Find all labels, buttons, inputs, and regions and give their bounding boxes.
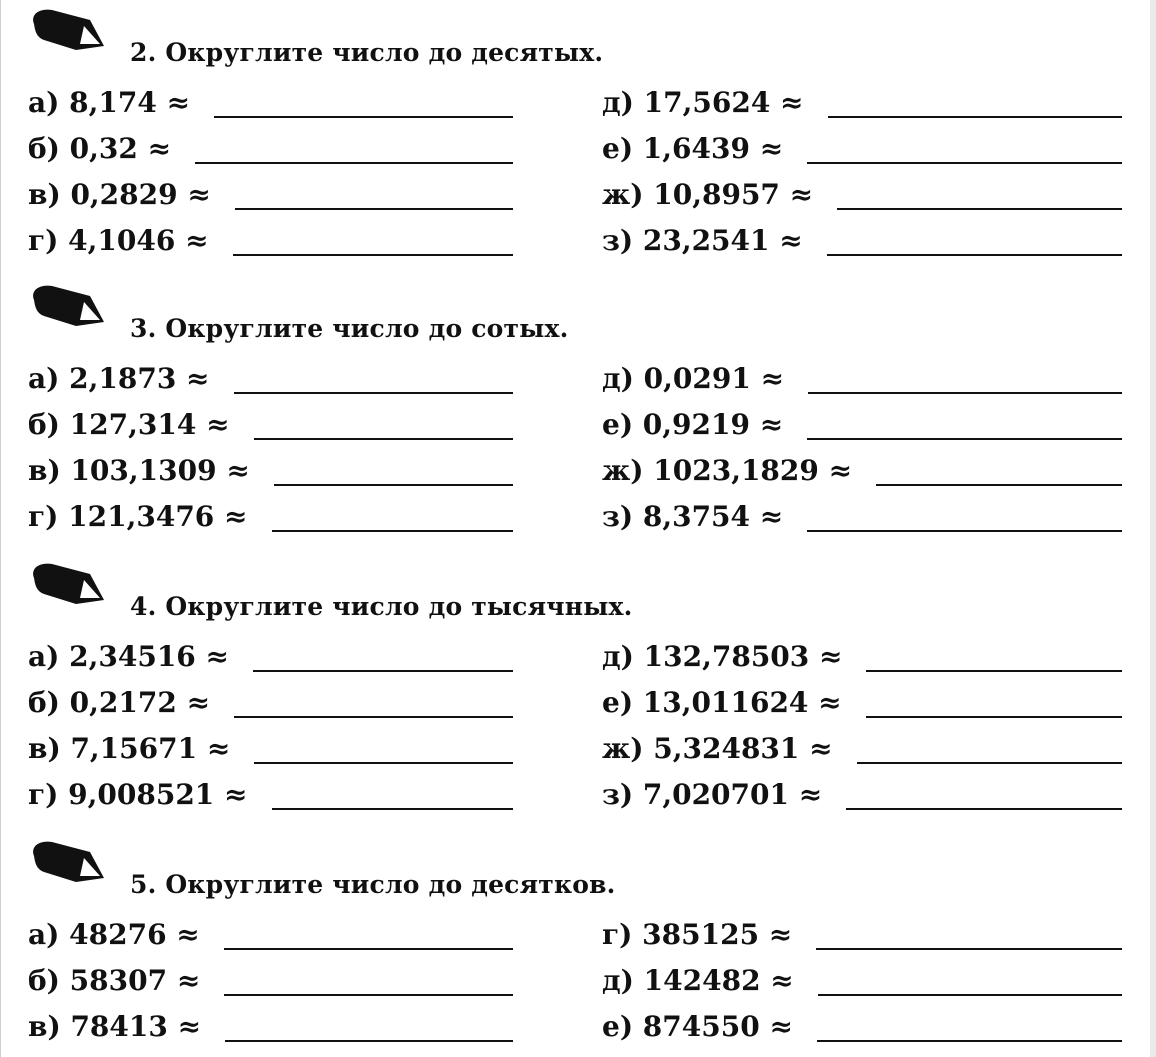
problem-label: в) 103,1309 ≈ [28, 454, 250, 487]
problem-item [28, 778, 513, 811]
answer-field[interactable] [234, 692, 513, 718]
answer-field[interactable] [274, 460, 513, 486]
problem-item [28, 178, 513, 211]
answer-field[interactable] [253, 646, 513, 672]
problem-item [602, 408, 1122, 441]
problem-label: в) 7,15671 ≈ [28, 732, 231, 765]
answer-field[interactable] [272, 784, 514, 810]
problem-item [28, 224, 513, 257]
problem-label: ж) 10,8957 ≈ [602, 178, 814, 211]
pencil-icon [30, 6, 108, 54]
answer-field[interactable] [234, 368, 513, 394]
problem-item [602, 454, 1122, 487]
answer-field[interactable] [235, 184, 513, 210]
problem-label: б) 127,314 ≈ [28, 408, 230, 441]
problem-label: д) 132,78503 ≈ [602, 640, 843, 673]
problem-item [28, 1010, 513, 1043]
problem-label: ж) 1023,1829 ≈ [602, 454, 853, 487]
problem-item [602, 224, 1122, 257]
problem-item [28, 132, 513, 165]
problem-item [602, 918, 1122, 951]
problem-label: г) 9,008521 ≈ [28, 778, 248, 811]
answer-field[interactable] [866, 692, 1122, 718]
answer-field[interactable] [807, 138, 1122, 164]
answer-field[interactable] [224, 924, 513, 950]
answer-field[interactable] [195, 138, 513, 164]
answer-field[interactable] [808, 368, 1122, 394]
problem-label: ж) 5,324831 ≈ [602, 732, 833, 765]
answer-field[interactable] [233, 230, 513, 256]
exercise-title: 2. Округлите число до десятых. [130, 38, 604, 67]
problem-item [28, 918, 513, 951]
answer-field[interactable] [816, 924, 1122, 950]
problem-item [28, 500, 513, 533]
problem-label: б) 0,32 ≈ [28, 132, 172, 165]
problem-item [602, 686, 1122, 719]
problem-label: е) 1,6439 ≈ [602, 132, 784, 165]
problem-label: б) 58307 ≈ [28, 964, 201, 997]
answer-field[interactable] [807, 414, 1122, 440]
page-border-right [1150, 0, 1156, 1057]
problem-item [602, 964, 1122, 997]
answer-field[interactable] [224, 970, 513, 996]
problem-item [28, 686, 513, 719]
problem-label: д) 17,5624 ≈ [602, 86, 804, 119]
problem-item [602, 640, 1122, 673]
problem-item [602, 178, 1122, 211]
problem-item [602, 732, 1122, 765]
problem-label: г) 385125 ≈ [602, 918, 793, 951]
answer-field[interactable] [817, 1016, 1122, 1042]
answer-field[interactable] [254, 414, 513, 440]
problem-item [28, 964, 513, 997]
problem-label: а) 2,1873 ≈ [28, 362, 210, 395]
problem-label: з) 23,2541 ≈ [602, 224, 803, 257]
answer-field[interactable] [828, 92, 1122, 118]
problem-label: е) 13,011624 ≈ [602, 686, 842, 719]
problem-item [602, 86, 1122, 119]
answer-field[interactable] [857, 738, 1122, 764]
problem-item [28, 86, 513, 119]
problem-label: е) 874550 ≈ [602, 1010, 793, 1043]
answer-field[interactable] [846, 784, 1122, 810]
answer-field[interactable] [214, 92, 513, 118]
pencil-icon [30, 282, 108, 330]
problem-item [602, 500, 1122, 533]
problem-item [602, 778, 1122, 811]
problem-item [28, 362, 513, 395]
answer-field[interactable] [254, 738, 513, 764]
problem-label: б) 0,2172 ≈ [28, 686, 211, 719]
answer-field[interactable] [818, 970, 1122, 996]
answer-field[interactable] [272, 506, 514, 532]
problem-item [28, 454, 513, 487]
problem-label: е) 0,9219 ≈ [602, 408, 784, 441]
problem-item [28, 408, 513, 441]
problem-label: а) 48276 ≈ [28, 918, 200, 951]
page-border-left [0, 0, 1, 1057]
problem-label: д) 0,0291 ≈ [602, 362, 785, 395]
pencil-icon [30, 560, 108, 608]
problem-label: д) 142482 ≈ [602, 964, 794, 997]
problem-label: г) 4,1046 ≈ [28, 224, 209, 257]
answer-field[interactable] [837, 184, 1122, 210]
problem-label: а) 8,174 ≈ [28, 86, 191, 119]
answer-field[interactable] [807, 506, 1122, 532]
problem-label: з) 7,020701 ≈ [602, 778, 823, 811]
exercise-title: 5. Округлите число до десятков. [130, 870, 616, 899]
problem-label: в) 78413 ≈ [28, 1010, 202, 1043]
problem-label: з) 8,3754 ≈ [602, 500, 784, 533]
exercise-title: 4. Округлите число до тысячных. [130, 592, 633, 621]
answer-field[interactable] [827, 230, 1122, 256]
problem-item [28, 640, 513, 673]
problem-item [28, 732, 513, 765]
pencil-icon [30, 838, 108, 886]
problem-item [602, 362, 1122, 395]
answer-field[interactable] [876, 460, 1122, 486]
problem-label: в) 0,2829 ≈ [28, 178, 211, 211]
exercise-title: 3. Округлите число до сотых. [130, 314, 569, 343]
answer-field[interactable] [866, 646, 1122, 672]
problem-label: г) 121,3476 ≈ [28, 500, 248, 533]
problem-item [602, 132, 1122, 165]
answer-field[interactable] [225, 1016, 513, 1042]
problem-item [602, 1010, 1122, 1043]
problem-label: а) 2,34516 ≈ [28, 640, 229, 673]
